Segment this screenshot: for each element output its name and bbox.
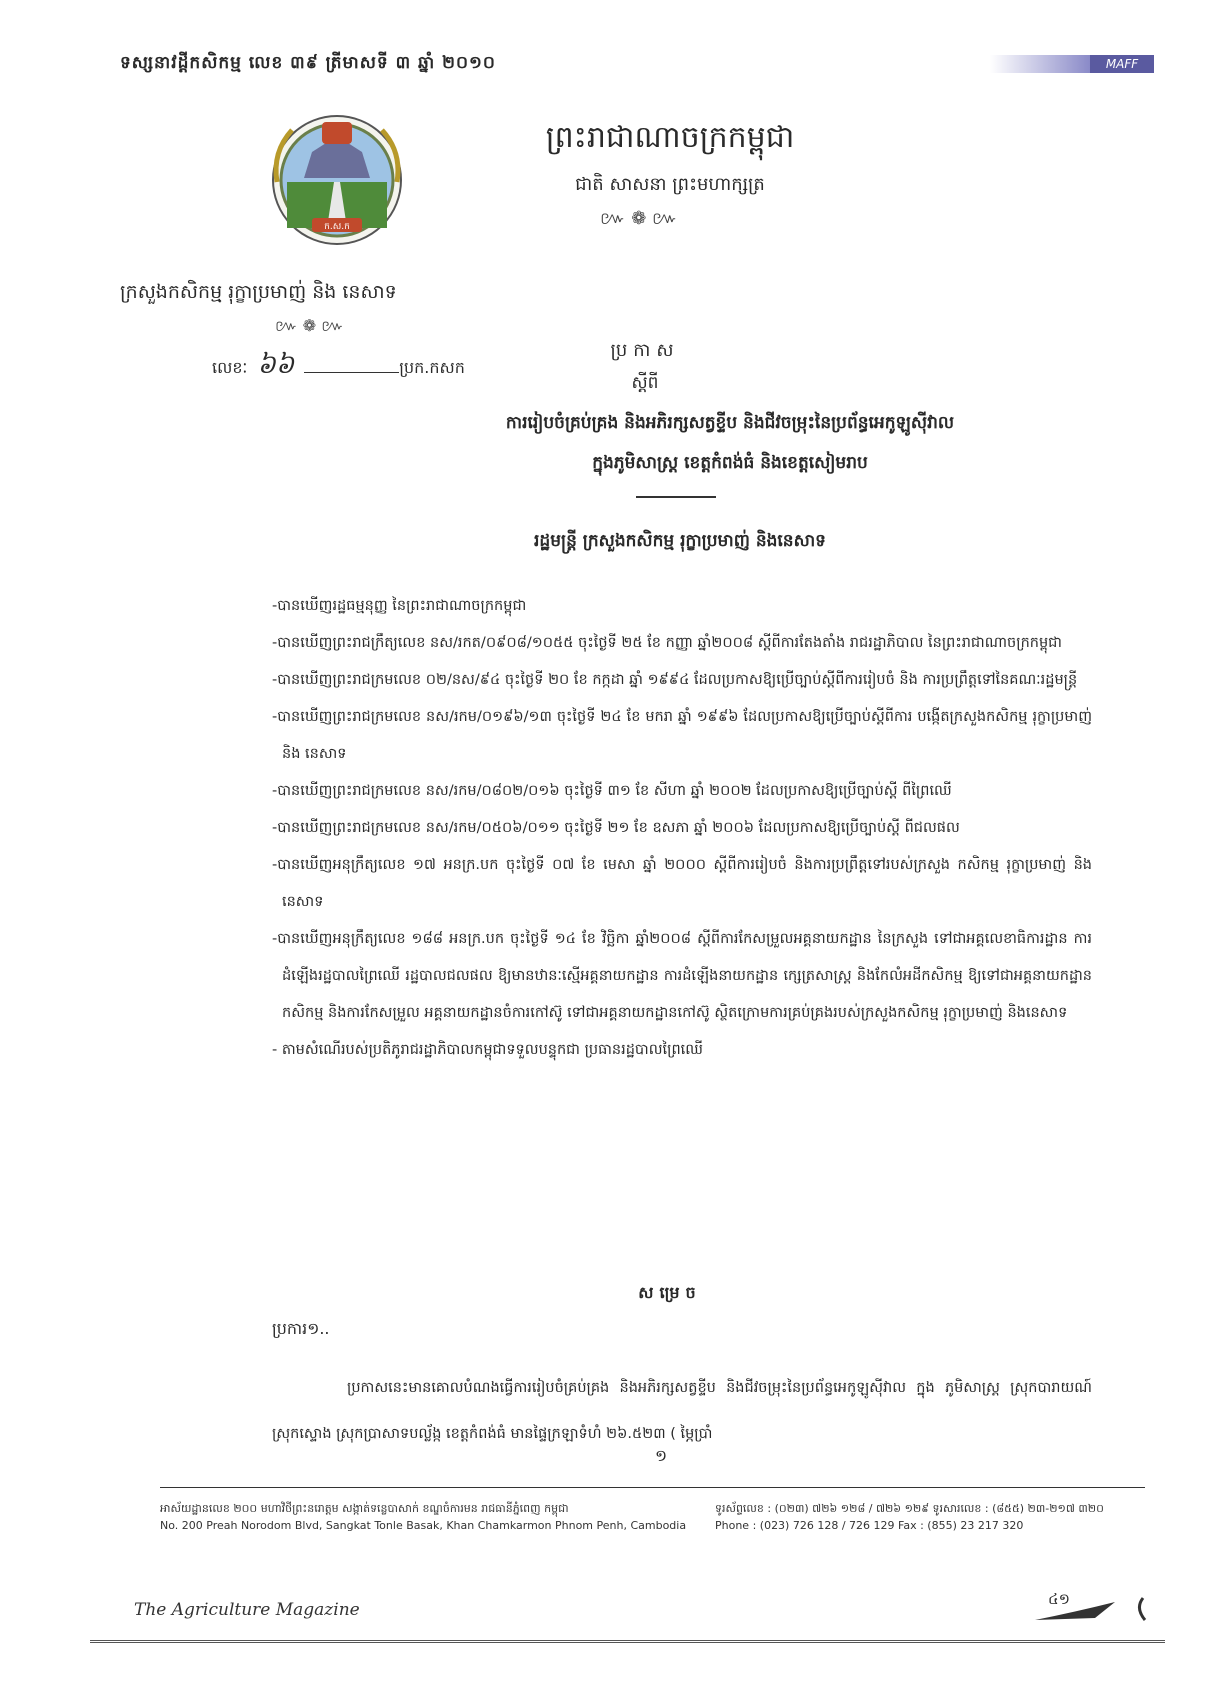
article-heading: ប្រការ១.. xyxy=(272,1319,330,1338)
ornament-divider: ៚ ❁ ៚ xyxy=(600,208,678,229)
maff-badge: MAFF xyxy=(1090,55,1154,73)
reference-item: -បានឃើញអនុក្រឹត្យលេខ ១៨៨ អនក្រ.បក ចុះថ្ងៃទី ១៤ ខែ វិច្ឆិកា ឆ្នាំ២០០៨ ស្តីពីការកែសម្រួលអគ្គនាយកដ្ឋាន នៃក្រសួង ទៅជាអគ្គលេខាធិការដ្ឋាន ការដំឡើងរដ្ឋបាលព្រៃឈើ រដ្ឋបាលជលផល ឱ្យមានឋានៈស្មើអគ្គនាយកដ្ឋាន ការដំឡើងនាយកដ្ឋាន ក្សេត្រសាស្ត្រ និងកែលំអដីកសិកម្ម ឱ្យទៅជាអគ្គនាយកដ្ឋានកសិកម្ម និងការកែសម្រួល អគ្គនាយកដ្ឋានចំការកៅស៊ូ ទៅជាអគ្គនាយកដ្ឋានកៅស៊ូ ស្ថិតក្រោមការគ្រប់គ្រងរបស់ក្រសួងកសិកម្ម រុក្ខាប្រមាញ់ និងនេសាទ xyxy=(272,931,1092,1021)
address-english: No. 200 Preah Norodom Blvd, Sangkat Tonle Basak, Khan Chamkarmon Phnom Penh, Cambodia xyxy=(160,1519,687,1532)
reference-item: -បានឃើញព្រះរាជក្រមលេខ នស/រកម/០១៩៦/១៣ ចុះថ្ងៃទី ២៤ ខែ មករា ឆ្នាំ ១៩៩៦ ដែលប្រកាសឱ្យប្រើច្បាប់ស្តីពីការ បង្កើតក្រសួងកសិកម្ម រុក្ខាប្រមាញ់ និង នេសាទ xyxy=(272,709,1092,762)
emblem-ribbon-text: ក.ស.ក xyxy=(324,222,350,232)
document-type: ប្រកាស xyxy=(610,340,680,361)
doc-number-handwritten: ៦៦ xyxy=(257,350,295,380)
article-body: ប្រកាសនេះមានគោលបំណងធ្វើការរៀបចំគ្រប់គ្រង និងអភិរក្សសត្វខ្ទីប និងជីវចម្រុះនៃប្រព័ន្ធអេកូឡូស៊ីវាល ក្នុង ភូមិសាស្ត្រ ស្រុកបារាយណ៍ ស្រុកស្ទោង ស្រុកប្រាសាទបល្ល័ង្ក ខេត្តកំពង់ធំ មានផ្ទៃក្រឡាទំហំ ២៦.៥២៣ ( ម្ភៃប្រាំ xyxy=(272,1380,1092,1442)
phone-english: Phone : (023) 726 128 / 726 129 Fax : (855) 23 217 320 xyxy=(715,1519,1024,1532)
subject-line-2: ក្នុងភូមិសាស្ត្រ ខេត្តកំពង់ធំ និងខេត្តសៀមរាប xyxy=(592,453,868,473)
ministry-name: ក្រសួងកសិកម្ម រុក្ខាប្រមាញ់ និង នេសាទ xyxy=(120,281,397,303)
header-badge-fade xyxy=(990,55,1090,73)
reference-item: -បានឃើញព្រះរាជក្រឹត្យលេខ នស/រកត/០៩០៨/១០៥៥ ចុះថ្ងៃទី ២៥ ខែ កញ្ញា ឆ្នាំ២០០៨ ស្តីពីការតែងតាំង រាជរដ្ឋាភិបាល នៃព្រះរាជាណាចក្រកម្ពុជា xyxy=(272,635,1062,651)
about-label: ស្តីពី xyxy=(631,373,659,393)
magazine-page-number: ៤១ xyxy=(1048,1590,1070,1608)
title-separator xyxy=(636,496,716,498)
national-motto: ជាតិ សាសនា ព្រះមហាក្សត្រ xyxy=(575,174,765,195)
footer-address xyxy=(160,1500,686,1534)
decision-heading: សម្រេច xyxy=(638,1283,702,1302)
reference-item: -បានឃើញព្រះរាជក្រមលេខ ០២/នស/៩៤ ចុះថ្ងៃទី ២០ ខែ កក្កដា ឆ្នាំ ១៩៩៤ ដែលប្រកាសឱ្យប្រើច្បាប់ស្តីពីការរៀបចំ និង ការប្រព្រឹត្តទៅនៃគណៈរដ្ឋមន្ត្រី xyxy=(272,672,1078,688)
footer-rule xyxy=(160,1487,1145,1488)
minister-title: រដ្ឋមន្ត្រី ក្រសួងកសិកម្ម រុក្ខាប្រមាញ់ និងនេសាទ xyxy=(534,531,826,551)
bottom-rule xyxy=(90,1640,1165,1643)
doc-number-suffix: ប្រក.កសក xyxy=(399,358,465,377)
reference-item: -បានឃើញអនុក្រឹត្យលេខ ១៧ អនក្រ.បក ចុះថ្ងៃទី ០៧ ខែ មេសា ឆ្នាំ ២០០០ ស្តីពីការរៀបចំ និងការប្រព្រឹត្តទៅរបស់ក្រសួង កសិកម្ម រុក្ខាប្រមាញ់ និង នេសាទ xyxy=(272,857,1092,910)
phone-khmer: ទូរស័ព្ទលេខ : (០២៣) ៧២៦ ១២៨ / ៧២៦ ១២៩ ទូរសារលេខ : (៨៥៥) ២៣-២១៧ ៣២០ xyxy=(715,1502,1104,1515)
reference-item: -បានឃើញព្រះរាជក្រមលេខ នស/រកម/០៥០៦/០១១ ចុះថ្ងៃទី ២១ ខែ ឧសភា ឆ្នាំ ២០០៦ ដែលប្រកាសឱ្យប្រើច្បាប់ស្តី ពីជលផល xyxy=(272,820,960,836)
kingdom-title: ព្រះរាជាណាចក្រកម្ពុជា xyxy=(545,120,795,155)
ministry-emblem-icon xyxy=(262,112,412,252)
page-number: ១ xyxy=(655,1446,668,1465)
magazine-title: The Agriculture Magazine xyxy=(134,1600,360,1620)
footer-contact xyxy=(715,1500,1104,1534)
ministry-ornament: ៚ ❁ ៚ xyxy=(275,316,344,335)
reference-item: - តាមសំណើរបស់ប្រតិភូរាជរដ្ឋាភិបាលកម្ពុជាទទួលបន្ទុកជា ប្រធានរដ្ឋបាលព្រៃឈើ xyxy=(272,1042,703,1058)
doc-number-blank xyxy=(304,372,399,373)
magazine-header-line: ទស្សនាវដ្តីកសិកម្ម លេខ ៣៩ ត្រីមាសទី ៣ ឆ្នាំ ២០១០ xyxy=(120,53,496,73)
legal-references xyxy=(272,588,1092,1069)
doc-number-label: លេខៈ xyxy=(212,358,248,377)
reference-item: -បានឃើញរដ្ឋធម្មនុញ្ញ នៃព្រះរាជាណាចក្រកម្ពុជា xyxy=(272,598,527,614)
reference-item: -បានឃើញព្រះរាជក្រមលេខ នស/រកម/០៨០២/០១៦ ចុះថ្ងៃទី ៣១ ខែ សីហា ឆ្នាំ ២០០២ ដែលប្រកាសឱ្យប្រើច្បាប់ស្តី ពីព្រៃឈើ xyxy=(272,783,952,799)
address-khmer: អាស័យដ្ឋានលេខ ២០០ មហាវិថីព្រះនរោត្តម សង្កាត់ទន្លេបាសាក់ ខណ្ឌចំការមន រាជធានីភ្នំពេញ កម្ពុជា xyxy=(160,1502,569,1515)
subject-line-1: ការរៀបចំគ្រប់គ្រង និងអភិរក្សសត្វខ្ទីប និងជីវចម្រុះនៃប្រព័ន្ធអេកូឡូស៊ីវាល xyxy=(505,413,955,433)
document-number xyxy=(212,348,465,386)
